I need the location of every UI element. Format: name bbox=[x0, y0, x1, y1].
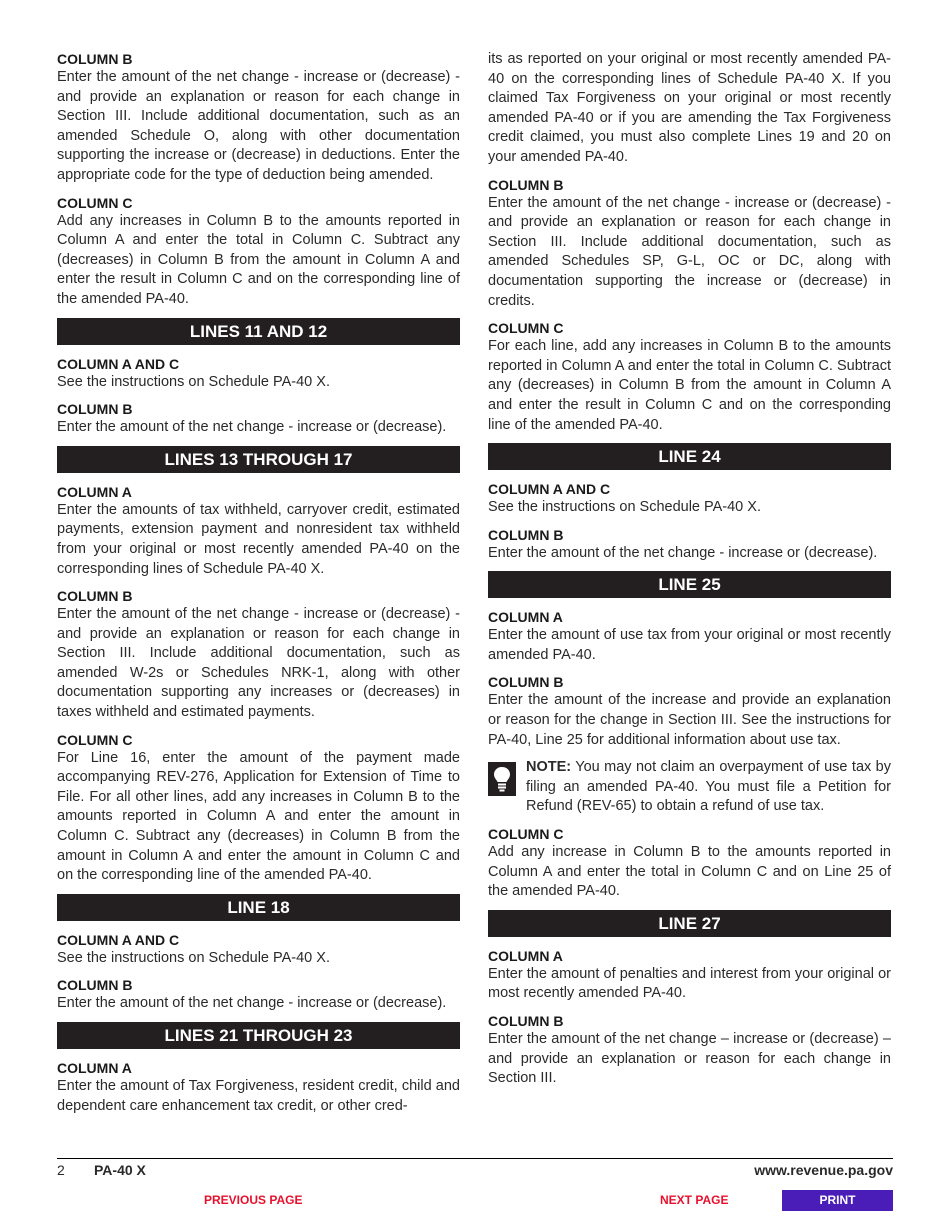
heading-column-c: COLUMN C bbox=[57, 194, 133, 211]
paragraph: Enter the amount of the net change - increase or (decrease). bbox=[57, 419, 447, 436]
section-bar-line-25: LINE 25 bbox=[488, 571, 891, 598]
paragraph: Enter the amount of the net change - increase or (decrease) - and provide an explanation or reason for each change in Section III. Include additional documentation, such as amended Schedules SP, G-L, OC or DC, along with documentation supporting the increase or (decrease) in credits. bbox=[488, 194, 891, 309]
note-text: You may not claim an overpayment of use tax by filing an amended PA-40. You must file a Petition for Refund (REV-65) to obtain a refund of use tax. bbox=[526, 759, 891, 815]
section-bar-lines-11-12: LINES 11 AND 12 bbox=[57, 318, 460, 345]
paragraph: Enter the amount of the net change - increase or (decrease). bbox=[488, 544, 878, 561]
previous-page-link[interactable]: PREVIOUS PAGE bbox=[204, 1193, 303, 1207]
paragraph: See the instructions on Schedule PA-40 X. bbox=[488, 499, 761, 516]
section-bar-lines-21-23: LINES 21 THROUGH 23 bbox=[57, 1022, 460, 1049]
heading-column-a: COLUMN A bbox=[57, 1060, 132, 1076]
heading-column-b: COLUMN B bbox=[57, 977, 133, 994]
heading-column-b: COLUMN B bbox=[488, 674, 564, 691]
heading-column-a-and-c: COLUMN A AND C bbox=[488, 481, 611, 498]
paragraph-continued: its as reported on your original or most recently amended PA-40 on the corresponding lines of Schedule PA-40 X. If you claimed Tax Forgiveness on your original or most recently amended PA-40 or if you are amending the Tax Forgiveness credit claimed, you must also complete Lines 19 and 20 on your amended PA-40. bbox=[488, 51, 891, 165]
heading-column-a-and-c: COLUMN A AND C bbox=[57, 931, 180, 948]
left-column bbox=[57, 50, 460, 1124]
heading-column-c: COLUMN C bbox=[488, 320, 564, 337]
heading-column-b: COLUMN B bbox=[488, 1013, 564, 1029]
website-url: www.revenue.pa.gov bbox=[754, 1162, 893, 1178]
paragraph: Enter the amount of the increase and provide an explanation or reason for the change in Section III. See the instructions for PA-40, Line 25 for additional information about use tax. bbox=[488, 692, 891, 748]
print-button[interactable]: PRINT bbox=[782, 1190, 893, 1211]
paragraph: For Line 16, enter the amount of the payment made accompanying REV-276, Application for Extension of Time to File. For all other lines, add any increases in Column B to the amounts reported in Column A and enter the amount in Column C. Subtract any (decreases) in Column B from the amount in Column A and enter the amount in Column C and on the corresponding line of the amended PA-40. bbox=[57, 749, 460, 884]
paragraph: See the instructions on Schedule PA-40 X. bbox=[57, 373, 330, 390]
section-bar-line-27: LINE 27 bbox=[488, 910, 891, 937]
footer-divider bbox=[57, 1158, 893, 1159]
paragraph: Enter the amount of the net change - increase or (decrease) - and provide an explanation or reason for each change in Section III. Include additional documentation, such as amended W-2s or Schedules NRK-1, along with other documentation supporting any increases or (decreases) in taxes withheld and estimated payments. bbox=[57, 606, 460, 721]
heading-column-a: COLUMN A bbox=[488, 947, 563, 964]
heading-column-a: COLUMN A bbox=[488, 609, 563, 626]
paragraph: Enter the amount of penalties and interest from your original or most recently amended PA-40. bbox=[488, 965, 891, 1002]
paragraph: Enter the amount of use tax from your original or most recently amended PA-40. bbox=[488, 627, 891, 663]
paragraph: Enter the amount of the net change – increase or (decrease) – and provide an explanation or reason for each change in Section III. bbox=[488, 1031, 891, 1087]
heading-column-b: COLUMN B bbox=[57, 401, 133, 418]
heading-column-b: COLUMN B bbox=[488, 526, 564, 543]
form-name: PA-40 X bbox=[94, 1162, 146, 1178]
heading-column-a-and-c: COLUMN A AND C bbox=[57, 355, 180, 372]
note-label: NOTE: bbox=[526, 759, 572, 776]
heading-column-a: COLUMN A bbox=[57, 483, 132, 500]
next-page-link[interactable]: NEXT PAGE bbox=[660, 1193, 729, 1207]
section-bar-lines-13-17: LINES 13 THROUGH 17 bbox=[57, 446, 460, 473]
heading-column-c: COLUMN C bbox=[57, 731, 133, 748]
section-bar-line-24: LINE 24 bbox=[488, 443, 891, 470]
note-block bbox=[488, 758, 891, 817]
paragraph: See the instructions on Schedule PA-40 X. bbox=[57, 949, 330, 966]
paragraph: Enter the amount of Tax Forgiveness, resident credit, child and dependent care enhancement tax credit, or other cred- bbox=[57, 1078, 460, 1114]
heading-column-b: COLUMN B bbox=[488, 176, 564, 193]
lightbulb-icon bbox=[488, 762, 516, 796]
heading-column-b: COLUMN B bbox=[57, 588, 133, 605]
heading-column-c: COLUMN C bbox=[488, 826, 564, 843]
paragraph: Add any increase in Column B to the amounts reported in Column A and enter the total in Column C and on Line 25 of the amended PA-40. bbox=[488, 844, 891, 900]
right-column bbox=[488, 50, 891, 1097]
paragraph: Enter the amount of the net change - increase or (decrease). bbox=[57, 995, 447, 1012]
section-bar-line-18: LINE 18 bbox=[57, 894, 460, 921]
paragraph: Enter the amounts of tax withheld, carryover credit, estimated payments, extension payment and nonresident tax withheld from your original or most recently amended PA-40 on the corresponding lines of Schedule PA-40 X. bbox=[57, 501, 460, 577]
paragraph: For each line, add any increases in Column B to the amounts reported in Column A and enter the total in Column C. Subtract any (decreases) in Column B from the amount in Column A and enter the result in Column C and on the corresponding line of the amended PA-40. bbox=[488, 338, 891, 433]
heading-column-b: COLUMN B bbox=[57, 51, 133, 67]
page-number: 2 bbox=[57, 1162, 65, 1178]
paragraph: Add any increases in Column B to the amounts reported in Column A and enter the total in Column C. Subtract any (decreases) in Column B from the amount in Column A and enter the result in Column C and on the corresponding line of the amended PA-40. bbox=[57, 212, 460, 307]
paragraph: Enter the amount of the net change - increase or (decrease) - and provide an explanation or reason for each change in Section III. Include additional documentation, such as an amended Schedule O, along with other documentation supporting the increase or (decrease) in deductions. Enter the appropriate code for the type of deduction being amended. bbox=[57, 69, 460, 183]
